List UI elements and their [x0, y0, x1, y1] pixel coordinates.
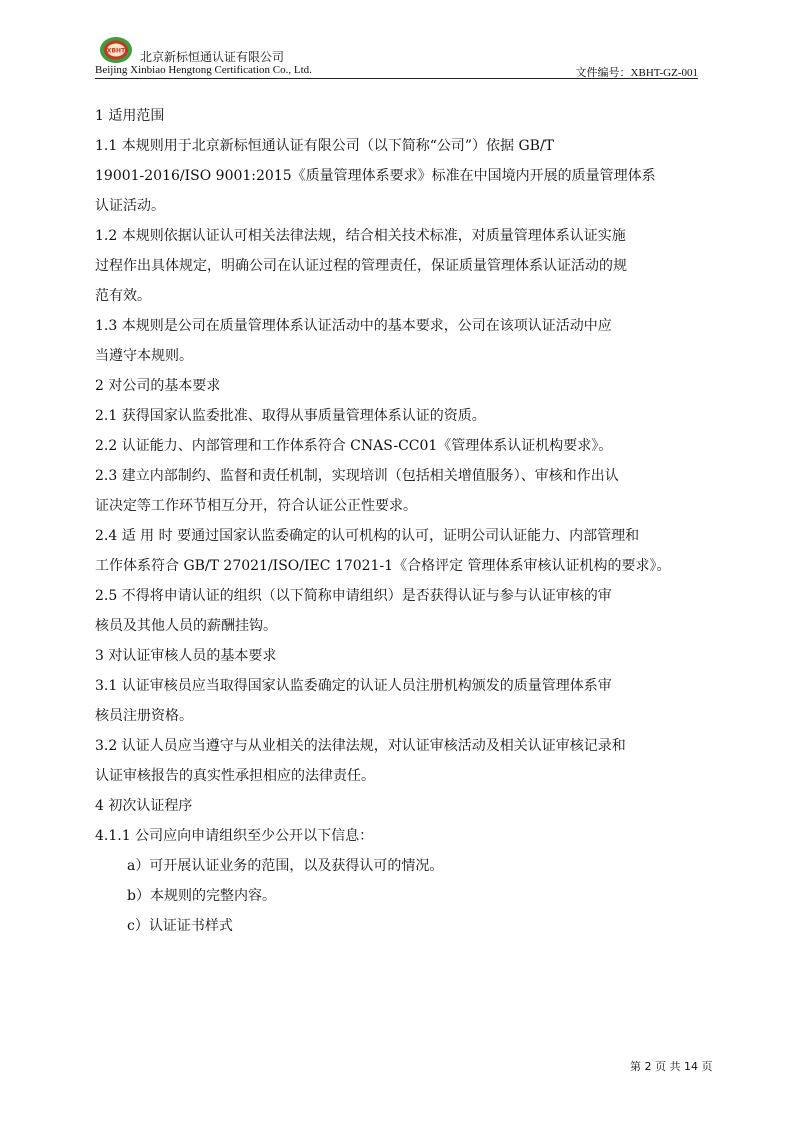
paragraph-line: 19001-2016/ISO 9001:2015《质量管理体系要求》标准在中国境内开展的质量管理体系	[95, 168, 656, 184]
list-item: b）本规则的完整内容。	[127, 888, 276, 904]
paragraph-line: 4.1.1 公司应向申请组织至少公开以下信息：	[95, 828, 374, 844]
paragraph-line: 核员注册资格。	[95, 708, 193, 724]
section-heading: 3 对认证审核人员的基本要求	[95, 648, 277, 664]
page-header	[95, 32, 698, 79]
paragraph-line: 认证活动。	[95, 198, 165, 214]
paragraph-line: 过程作出具体规定，明确公司在认证过程的管理责任，保证质量管理体系认证活动的规	[95, 258, 627, 274]
document-number: 文件编号：XBHT-GZ-001	[575, 67, 698, 79]
paragraph-line: 3.1 认证审核员应当取得国家认监委确定的认证人员注册机构颁发的质量管理体系审	[95, 678, 612, 694]
paragraph-line: 2.2 认证能力、内部管理和工作体系符合 CNAS-CC01《管理体系认证机构要求》。	[95, 438, 613, 454]
company-name-cn: 北京新标恒通认证有限公司	[140, 50, 285, 64]
list-item: a）可开展认证业务的范围，以及获得认可的情况。	[127, 858, 444, 874]
paragraph-line: 1.2 本规则依据认证认可相关法律法规，结合相关技术标准，对质量管理体系认证实施	[95, 228, 626, 244]
section-heading: 2 对公司的基本要求	[95, 378, 221, 394]
paragraph-line: 2.4 适 用 时 要通过国家认监委确定的认可机构的认可，证明公司认证能力、内部管理和	[95, 528, 640, 544]
paragraph-line: 2.3 建立内部制约、监督和责任机制，实现培训（包括相关增值服务）、审核和作出认	[95, 468, 619, 484]
section-heading: 1 适用范围	[95, 108, 165, 124]
svg-text:XBHT: XBHT	[106, 47, 126, 55]
paragraph-line: 2.5 不得将申请认证的组织（以下简称申请组织）是否获得认证与参与认证审核的审	[95, 588, 612, 604]
paragraph-line: 核员及其他人员的薪酬挂钩。	[95, 618, 277, 634]
paragraph-line: 证决定等工作环节相互分开，符合认证公正性要求。	[95, 498, 417, 514]
page-number: 第 2 页 共 14 页	[630, 1060, 713, 1073]
company-name-en: Beijing Xinbiao Hengtong Certification Co., Ltd.	[95, 64, 312, 76]
paragraph-line: 当遵守本规则。	[95, 348, 193, 364]
document-body	[95, 101, 715, 941]
paragraph-line: 范有效。	[95, 288, 151, 304]
company-logo-icon	[99, 36, 133, 64]
paragraph-line: 3.2 认证人员应当遵守与从业相关的法律法规，对认证审核活动及相关认证审核记录和	[95, 738, 626, 754]
paragraph-line: 1.1 本规则用于北京新标恒通认证有限公司（以下简称“公司”）依据 GB/T	[95, 138, 555, 154]
paragraph-line: 2.1 获得国家认监委批准、取得从事质量管理体系认证的资质。	[95, 408, 486, 424]
paragraph-line: 工作体系符合 GB/T 27021/ISO/IEC 17021-1《合格评定 管理体系审核认证机构的要求》。	[95, 558, 671, 574]
paragraph-line: 1.3 本规则是公司在质量管理体系认证活动中的基本要求，公司在该项认证活动中应	[95, 318, 612, 334]
section-heading: 4 初次认证程序	[95, 798, 193, 814]
paragraph-line: 认证审核报告的真实性承担相应的法律责任。	[95, 768, 375, 784]
list-item: c）认证证书样式	[127, 918, 233, 934]
